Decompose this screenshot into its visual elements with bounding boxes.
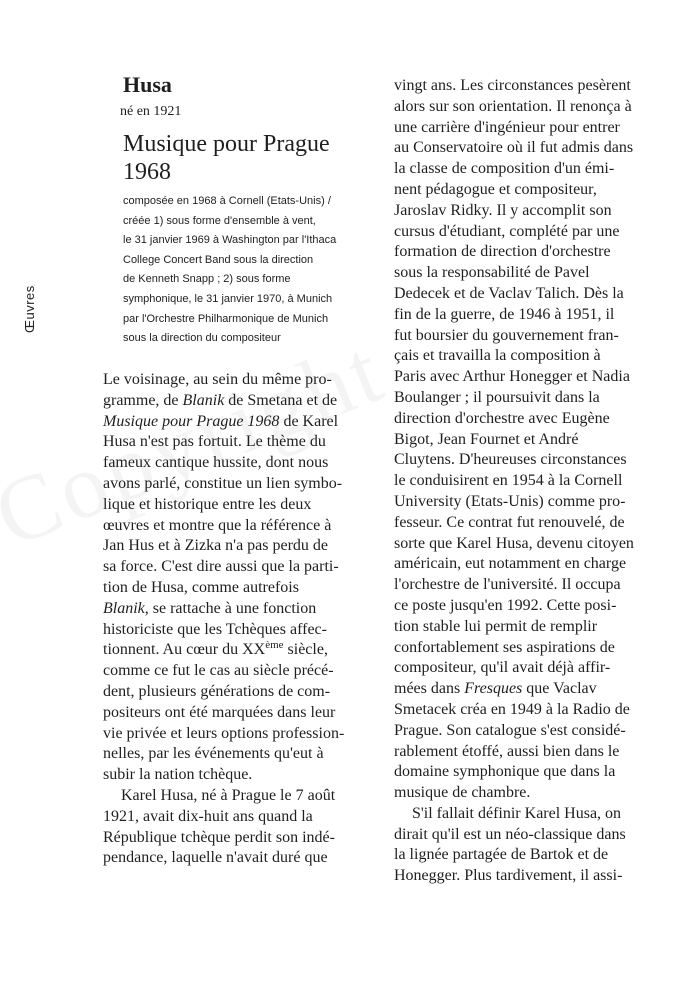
text-line: le conduisirent en 1954 à la Cornell xyxy=(394,472,623,490)
body-column-left xyxy=(103,370,383,869)
text-line: Paris avec Arthur Honegger et Nadia xyxy=(394,368,630,386)
text-line: tion stable lui permit de remplir xyxy=(394,617,598,635)
text-line: Karel Husa, né à Prague le 7 août xyxy=(121,786,336,804)
text-line: nelles, par les événements qu'eut à xyxy=(103,745,324,763)
section-label: Œuvres xyxy=(22,285,37,333)
text-line: vingt ans. Les circonstances pesèrent xyxy=(394,77,631,94)
text-line: domaine symphonique que dans la xyxy=(394,763,616,781)
text-line: l'orchestre de l'université. Il occupa xyxy=(394,576,621,594)
text-line: tion de Husa, comme autrefois xyxy=(103,578,299,596)
text-line: direction d'orchestre avec Eugène xyxy=(394,409,610,427)
text-line: Boulanger ; il poursuivit dans la xyxy=(394,388,600,406)
text-line: Blanik, se rattache à une fonction xyxy=(103,599,317,617)
body-column-right xyxy=(394,76,666,887)
text-line: sorte que Karel Husa, devenu citoyen xyxy=(394,534,634,552)
text-line: œuvres et montre que la référence à xyxy=(103,516,332,534)
text-line: vie privée et leurs options profession- xyxy=(103,724,345,742)
text-line: comme ce fut le cas au siècle précé- xyxy=(103,662,334,680)
text-line: confortablement ses aspirations de xyxy=(394,638,615,656)
composer-name: Husa xyxy=(123,72,172,97)
text-line: sa force. C'est dire aussi que la parti- xyxy=(103,558,339,576)
work-credits xyxy=(123,192,373,349)
text-line: Jan Hus et à Zizka n'a pas perdu de xyxy=(103,537,329,555)
text-line: musique de chambre. xyxy=(394,784,531,802)
text-line: gramme, de Blanik de Smetana et de xyxy=(103,391,338,409)
text-line: fut boursier du gouvernement fran- xyxy=(394,326,619,344)
text-line: formation de direction d'orchestre xyxy=(394,243,611,261)
text-line: pendance, laquelle n'avait duré que xyxy=(103,849,328,867)
text-line: Cluytens. D'heureuses circonstances xyxy=(394,451,627,469)
text-line: République tchèque perdit son indé- xyxy=(103,828,335,846)
text-line: dirait qu'il est un néo-classique dans xyxy=(394,825,626,843)
text-line: avons parlé, constitue un lien symbo- xyxy=(103,474,343,492)
text-line: S'il fallait définir Karel Husa, on xyxy=(412,804,622,822)
text-line: çais et travailla la composition à xyxy=(394,347,601,365)
text-line: au Conservatoire où il fut admis dans xyxy=(394,139,634,157)
credit-line: sous la direction du compositeur xyxy=(123,332,281,345)
text-line: la lignée partagée de Bartok et de xyxy=(394,846,609,864)
text-line: sous la responsabilité de Pavel xyxy=(394,264,590,282)
text-line: Husa n'est pas fortuit. Le thème du xyxy=(103,433,326,451)
credit-line: par l'Orchestre Philharmonique de Munich xyxy=(123,312,329,325)
text-line: Prague. Son catalogue s'est considé- xyxy=(394,721,626,739)
text-line: fesseur. Ce contrat fut renouvelé, de xyxy=(394,513,625,531)
text-line: alors sur son orientation. Il renonça à xyxy=(394,97,632,115)
text-line: fin de la guerre, de 1946 à 1951, il xyxy=(394,305,615,323)
text-line: Jaroslav Ridky. Il y accomplit son xyxy=(394,201,612,219)
credit-line: le 31 janvier 1969 à Washington par l'Ithaca xyxy=(123,234,337,247)
text-line: 1921, avait dix-huit ans quand la xyxy=(103,807,313,825)
text-line: fameux cantique hussite, dont nous xyxy=(103,454,329,472)
credit-line: créée 1) sous forme d'ensemble à vent, xyxy=(123,214,316,227)
composer-birth: né en 1921 xyxy=(120,104,182,119)
text-line: historiciste que les Tchèques affec- xyxy=(103,620,327,638)
text-line: cursus d'étudiant, complété par une xyxy=(394,222,620,240)
text-line: dent, plusieurs générations de com- xyxy=(103,682,331,700)
credit-line: composée en 1968 à Cornell (Etats-Unis) / xyxy=(123,195,331,207)
credit-line: symphonique, le 31 janvier 1970, à Munich xyxy=(123,292,333,305)
text-line: Smetacek créa en 1949 à la Radio de xyxy=(394,700,630,718)
text-line: Dedecek et de Vaclav Talich. Dès la xyxy=(394,284,624,302)
text-line: la classe de composition d'un émi- xyxy=(394,160,615,178)
text-line: lique et historique entre les deux xyxy=(103,495,312,513)
text-line: compositeur, qu'il avait déjà affir- xyxy=(394,659,611,677)
text-line: américain, eut notamment en charge xyxy=(394,555,627,573)
text-line: nent pédagogue et compositeur, xyxy=(394,180,597,198)
text-line: positeurs ont été marquées dans leur xyxy=(103,703,336,721)
text-line: Honegger. Plus tardivement, il assi- xyxy=(394,867,623,885)
credit-line: de Kenneth Snapp ; 2) sous forme xyxy=(123,273,291,286)
text-line: mées dans Fresques que Vaclav xyxy=(394,680,597,698)
text-line: Bigot, Jean Fournet et André xyxy=(394,430,579,448)
credit-line: College Concert Band sous la direction xyxy=(123,253,314,266)
text-line: ce poste jusqu'en 1992. Cette posi- xyxy=(394,596,617,614)
text-line: une carrière d'ingénieur pour entrer xyxy=(394,118,620,136)
text-line: Musique pour Prague 1968 de Karel xyxy=(103,412,339,430)
text-line: subir la nation tchèque. xyxy=(103,766,253,784)
text-line: University (Etats-Unis) comme pro- xyxy=(394,492,626,510)
text-line: Le voisinage, au sein du même pro- xyxy=(103,371,332,388)
work-title: Musique pour Prague 1968 xyxy=(123,131,330,185)
text-line: tionnent. Au cœur du XXème siècle, xyxy=(103,639,328,659)
text-line: rablement étoffé, aussi bien dans le xyxy=(394,742,620,760)
